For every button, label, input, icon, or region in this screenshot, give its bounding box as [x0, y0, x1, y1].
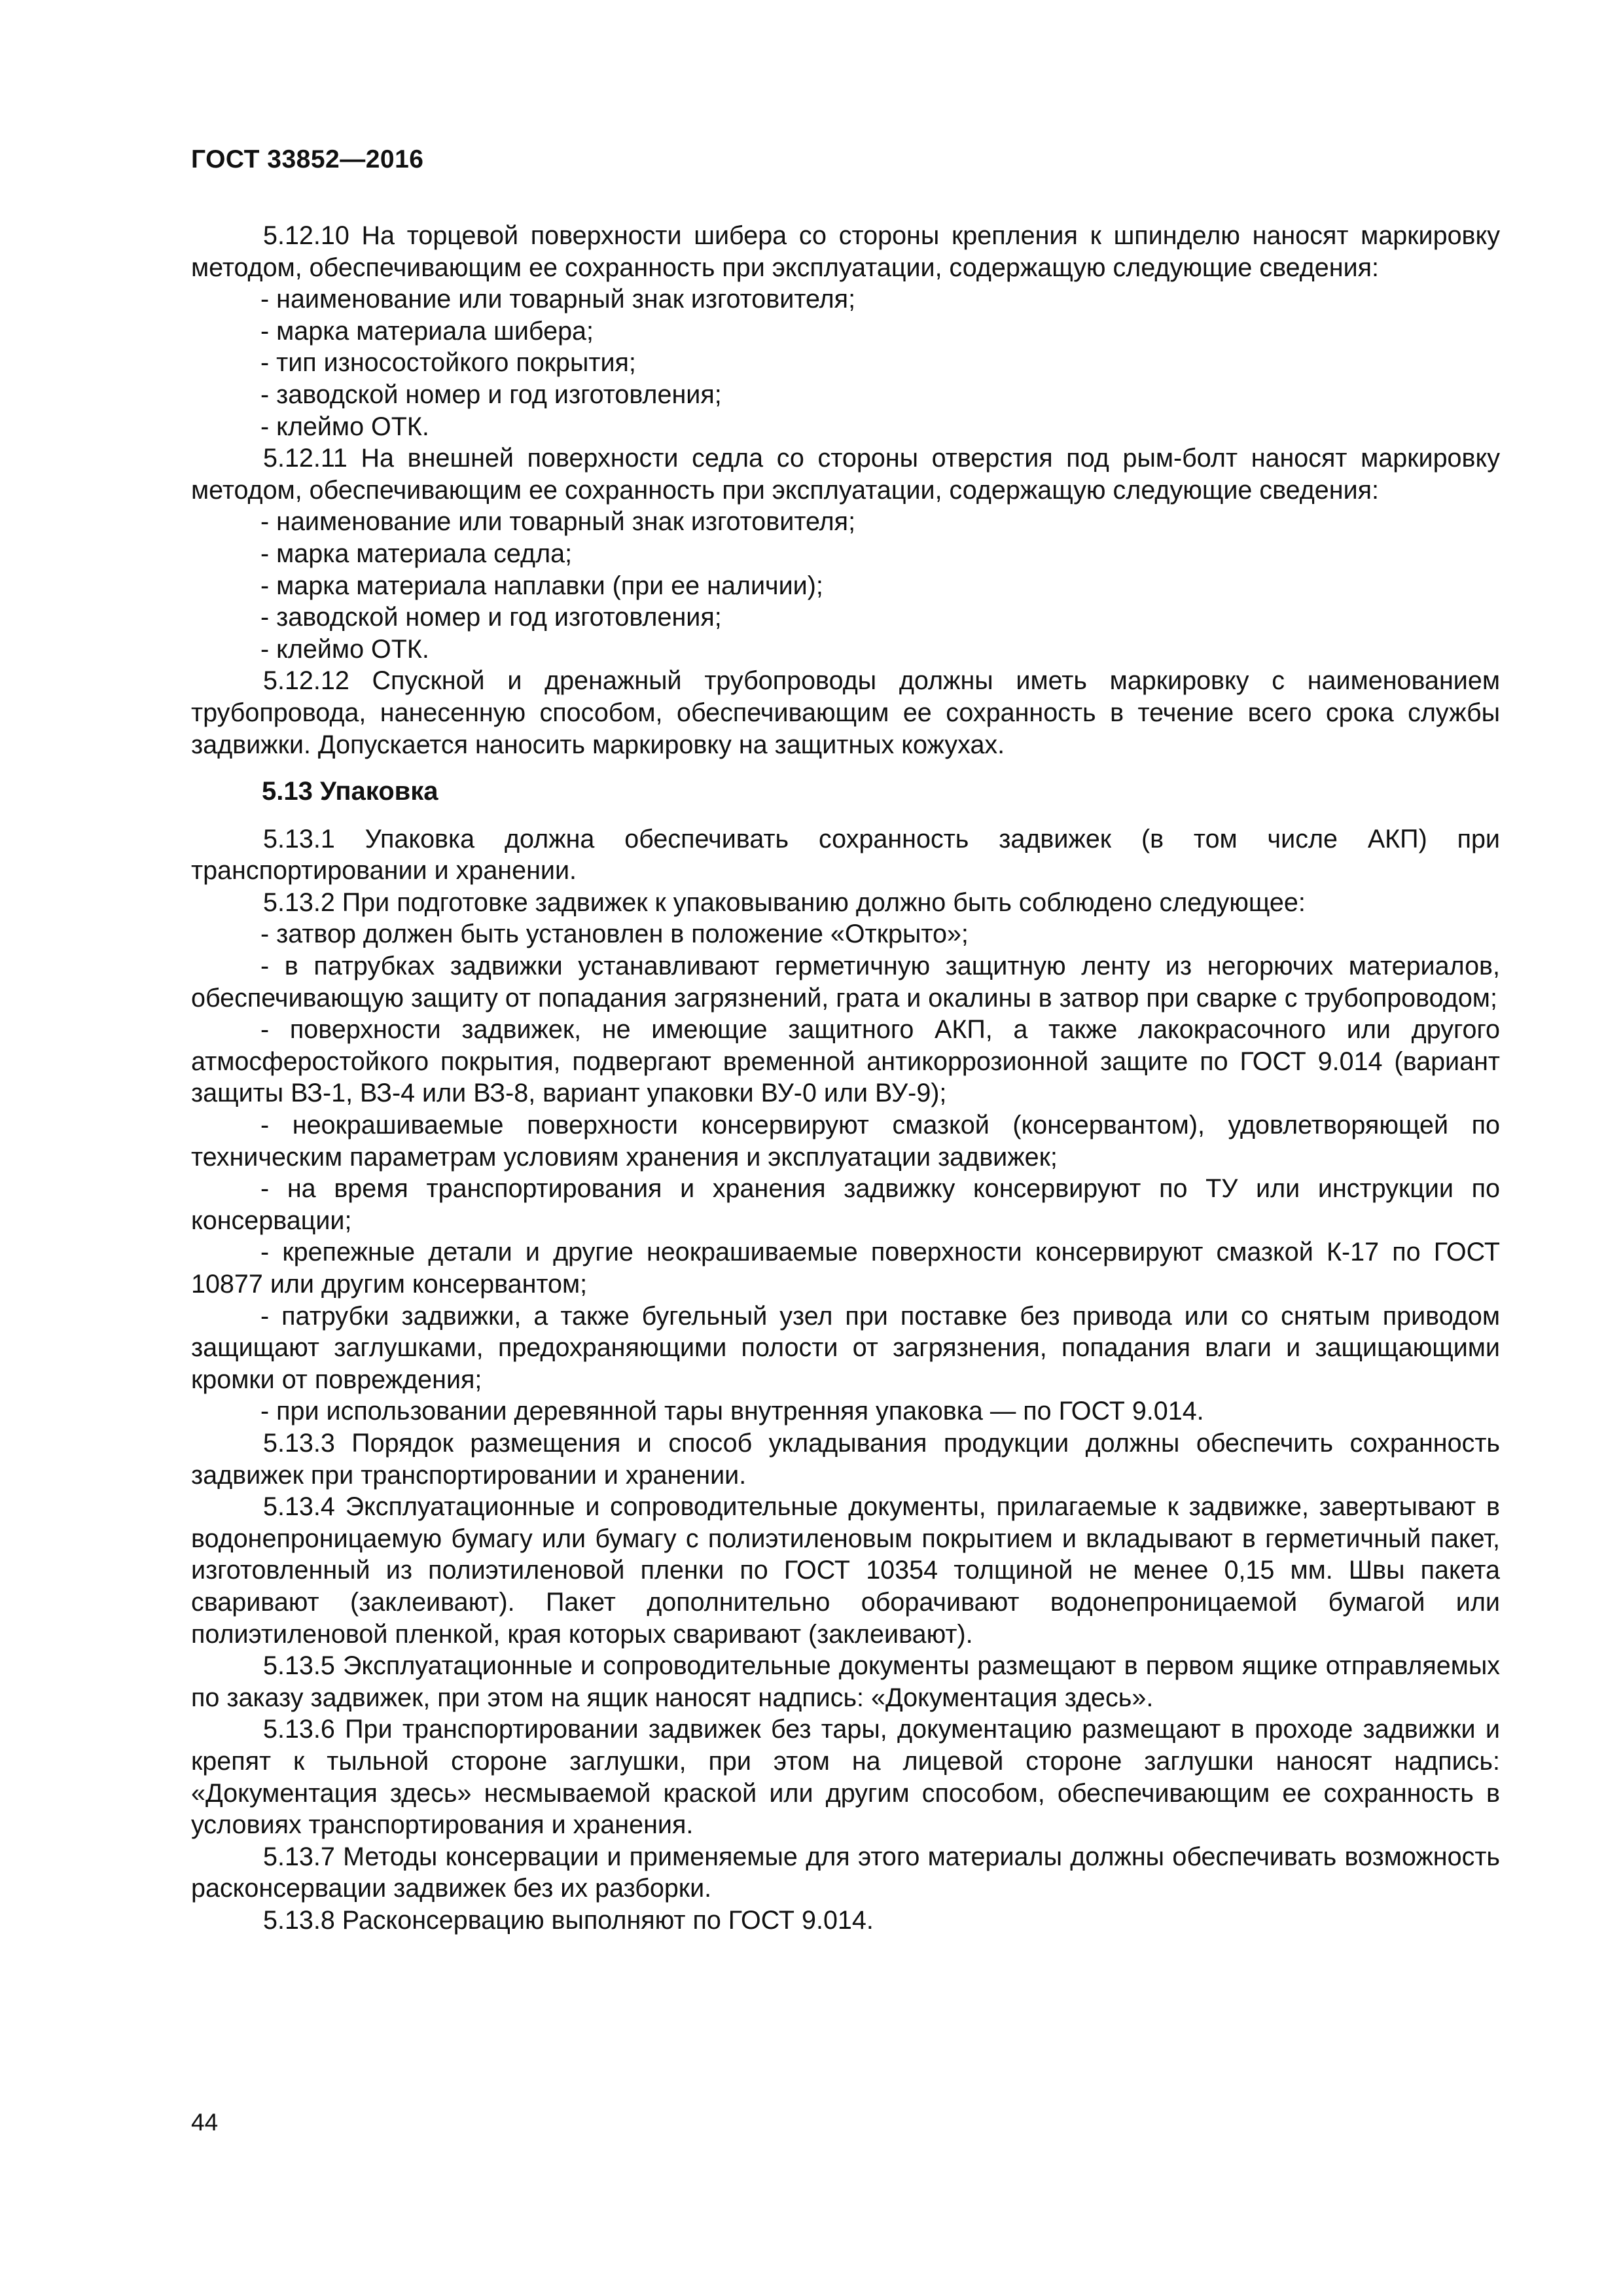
paragraph-5-12-10: 5.12.10 На торцевой поверхности шибера со стороны крепления к шпинделю наносят маркировку методом, обеспечивающим ее сохранность при эксплуатации, содержащую следующие сведения: [191, 221, 1500, 282]
list-item: - при использовании деревянной тары внутренняя упаковка — по ГОСТ 9.014. [260, 1397, 1204, 1426]
paragraph-5-13-8: 5.13.8 Расконсервацию выполняют по ГОСТ 9.014. [263, 1905, 874, 1935]
paragraph-5-13-1: 5.13.1 Упаковка должна обеспечивать сохранность задвижек (в том числе АКП) при транспортировании и хранении. [191, 824, 1500, 886]
paragraph-5-12-12: 5.12.12 Спускной и дренажный трубопроводы должны иметь маркировку с наименованием трубопровода, нанесенную способом, обеспечивающим ее сохранность в течение всего срока службы задвижки. Допускается наносить маркировку на защитных кожухах. [191, 666, 1500, 759]
paragraph-5-13-7: 5.13.7 Методы консервации и применяемые для этого материалы должны обеспечивать возможность расконсервации задвижек без их разборки. [191, 1842, 1500, 1903]
list-item: - наименование или товарный знак изготовителя; [260, 507, 856, 537]
list-item: - клеймо ОТК. [260, 634, 429, 664]
list-item: - крепежные детали и другие неокрашиваемые поверхности консервируют смазкой К-17 по ГОСТ 10877 или другим консервантом; [191, 1238, 1500, 1299]
list-item: - в патрубках задвижки устанавливают герметичную защитную ленту из негорючих материалов, обеспечивающую защиту от попадания загрязнений, грата и окалины в затвор при сварке с трубопроводом; [191, 952, 1500, 1013]
list-item: - клеймо ОТК. [260, 412, 429, 441]
paragraph-5-13-4: 5.13.4 Эксплуатационные и сопроводительные документы, прилагаемые к задвижке, завертывают в водонепроницаемую бумагу или бумагу с полиэтиленовым покрытием и вкладывают в герметичный пакет, изготовленный из полиэтиленовой пленки по ГОСТ 10354 толщиной не менее 0,15 мм. Швы пакета сваривают (заклеивают). Пакет дополнительно оборачивают водонепроницаемой бумагой или полиэтиленовой пленкой, края которых сваривают (заклеивают). [191, 1492, 1500, 1649]
list-item: - поверхности задвижек, не имеющие защитного АКП, а также лакокрасочного или другого атмосферостойкого покрытия, подвергают временной антикоррозионной защите по ГОСТ 9.014 (вариант защиты ВЗ-1, ВЗ-4 или ВЗ-8, вариант упаковки ВУ-0 или ВУ-9); [191, 1015, 1500, 1108]
list-item: - наименование или товарный знак изготовителя; [260, 285, 856, 314]
page-number: 44 [191, 2109, 219, 2136]
list-item: - заводской номер и год изготовления; [260, 380, 722, 409]
paragraph-5-13-2: 5.13.2 При подготовке задвижек к упаковыванию должно быть соблюдено следующее: [263, 888, 1306, 917]
paragraph-5-13-5: 5.13.5 Эксплуатационные и сопроводительные документы размещают в первом ящике отправляемых по заказу задвижек, при этом на ящик наносят надпись: «Документация здесь». [191, 1651, 1500, 1712]
list-item: - на время транспортирования и хранения задвижку консервируют по ТУ или инструкции по консервации; [191, 1174, 1500, 1235]
list-item: - тип износостойкого покрытия; [260, 348, 636, 378]
list-item: - заводской номер и год изготовления; [260, 603, 722, 632]
page-header: ГОСТ 33852—2016 [191, 145, 424, 173]
paragraph-5-13-6: 5.13.6 При транспортировании задвижек без тары, документацию размещают в проходе задвижки и крепят к тыльной стороне заглушки, при этом на лицевой стороне заглушки наносят надпись: «Документация здесь» несмываемой краской или другим способом, обеспечивающим ее сохранность в условиях транспортирования и хранения. [191, 1715, 1500, 1840]
list-item: - затвор должен быть установлен в положение «Открыто»; [260, 920, 969, 949]
document-body [191, 220, 1500, 1936]
list-item: - марка материала седла; [260, 539, 573, 568]
section-heading-5-13: 5.13 Упаковка [262, 777, 438, 806]
paragraph-5-13-3: 5.13.3 Порядок размещения и способ укладывания продукции должны обеспечить сохранность задвижек при транспортировании и хранении. [191, 1428, 1500, 1490]
list-item: - неокрашиваемые поверхности консервируют смазкой (консервантом), удовлетворяющей по техническим параметрам условиям хранения и эксплуатации задвижек; [191, 1111, 1500, 1172]
list-item: - патрубки задвижки, а также бугельный узел при поставке без привода или со снятым приводом защищают заглушками, предохраняющими полости от загрязнения, попадания влаги и защищающими кромки от повреждения; [191, 1301, 1500, 1394]
paragraph-5-12-11: 5.12.11 На внешней поверхности седла со стороны отверстия под рым-болт наносят маркировку методом, обеспечивающим ее сохранность при эксплуатации, содержащую следующие сведения: [191, 444, 1500, 505]
list-item: - марка материала наплавки (при ее наличии); [260, 571, 823, 600]
list-item: - марка материала шибера; [260, 316, 594, 346]
